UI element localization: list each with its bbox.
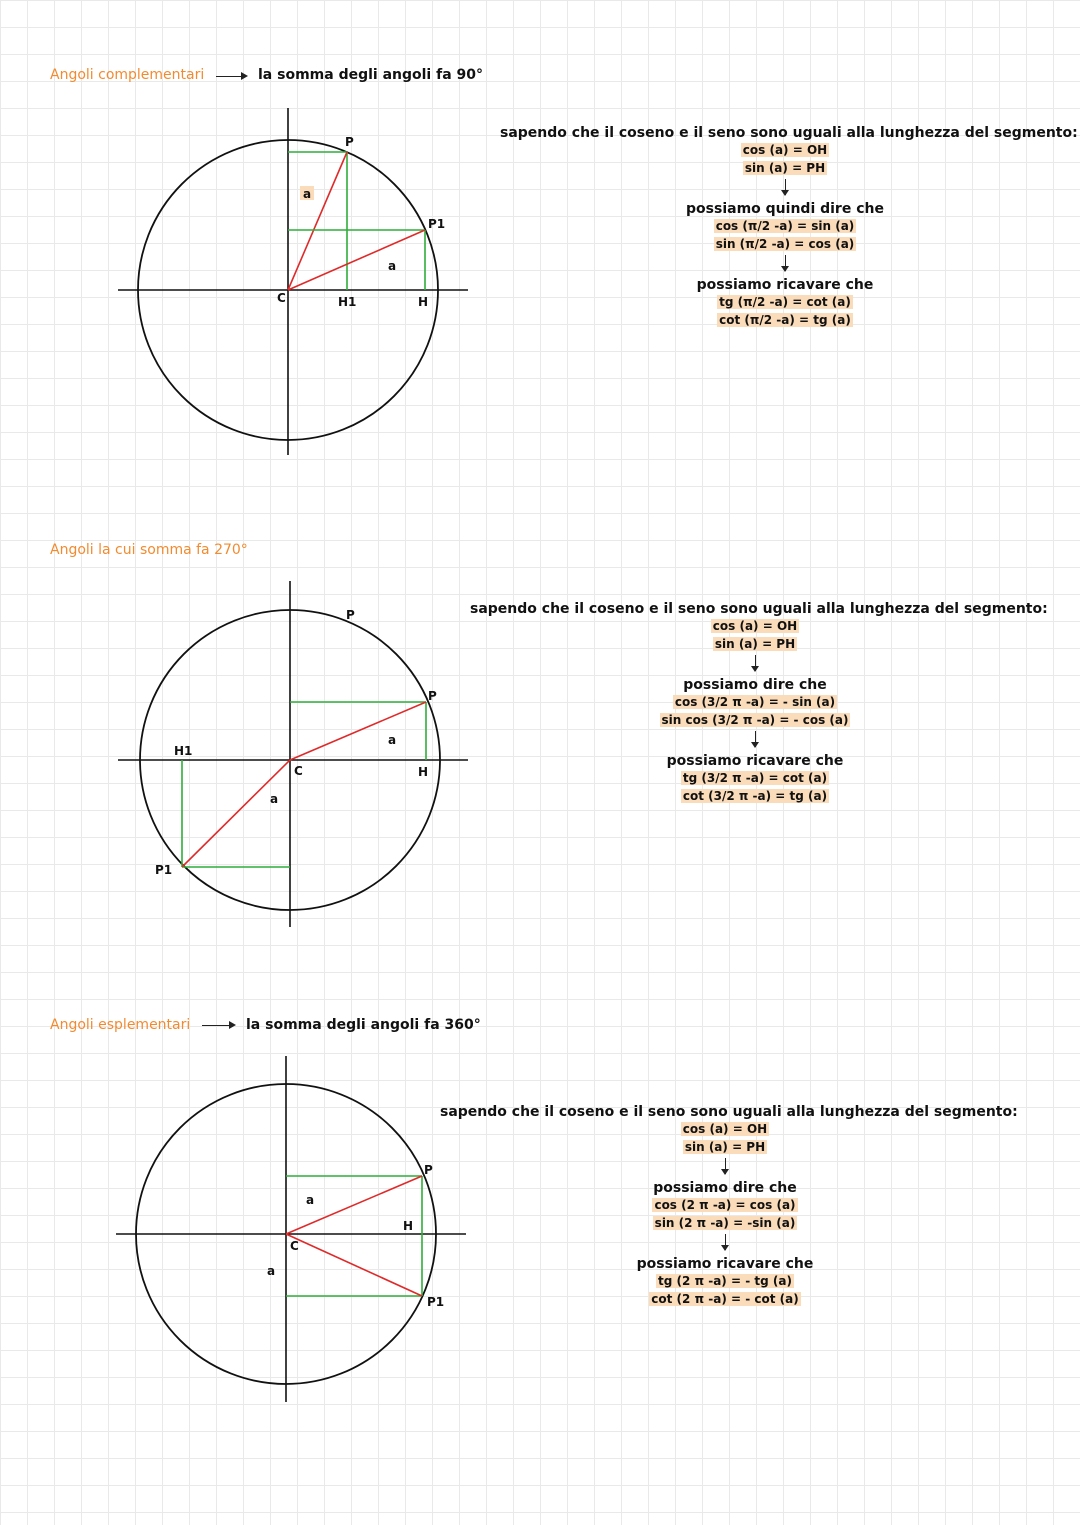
- section-1-notes: [500, 125, 1078, 329]
- point-label-p: P: [345, 135, 354, 149]
- def-sin: sin (a) = PH: [714, 637, 796, 651]
- point-label-p: P: [428, 689, 437, 703]
- point-label-h: H: [418, 765, 429, 779]
- section-3-subtitle: la somma degli angoli fa 360°: [246, 1017, 481, 1033]
- arrow-down: [785, 255, 786, 271]
- notes-intro: sapendo che il coseno e il seno sono uguali alla lunghezza del segmento:: [470, 601, 1048, 617]
- arrow-down: [755, 731, 756, 747]
- notes-intro: sapendo che il coseno e il seno sono uguali alla lunghezza del segmento:: [440, 1104, 1018, 1120]
- radius-p1: [286, 1234, 422, 1296]
- def-cos: cos (a) = OH: [682, 1122, 768, 1136]
- point-label-p1: P1: [428, 217, 446, 231]
- formula-sin: sin (π/2 -a) = cos (a): [715, 237, 855, 251]
- point-label-c: C: [277, 291, 286, 305]
- section-1-heading: Angoli complementari: [50, 67, 205, 83]
- radius-p: [288, 152, 347, 290]
- point-label-p1: P1: [427, 1295, 445, 1309]
- point-label-c: C: [290, 1239, 299, 1253]
- formula-cos: cos (π/2 -a) = sin (a): [715, 219, 855, 233]
- formula-cos: cos (2 π -a) = cos (a): [654, 1198, 796, 1212]
- formula-cot: cot (3/2 π -a) = tg (a): [682, 789, 828, 803]
- arrow-down: [755, 655, 756, 671]
- section-1-arrow: [216, 76, 246, 77]
- section-3-unit-circle-diagram: [110, 1050, 480, 1420]
- radius-p: [290, 702, 426, 760]
- section-2-notes: [470, 601, 1048, 805]
- notes-intro: sapendo che il coseno e il seno sono uguali alla lunghezza del segmento:: [500, 125, 1078, 141]
- formula-cos: cos (3/2 π -a) = - sin (a): [674, 695, 836, 709]
- def-sin: sin (a) = PH: [744, 161, 826, 175]
- lead-1: possiamo dire che: [683, 677, 827, 693]
- lead-1: possiamo dire che: [653, 1180, 797, 1196]
- def-cos: cos (a) = OH: [742, 143, 828, 157]
- def-sin: sin (a) = PH: [684, 1140, 766, 1154]
- angle-label-a-2: a: [270, 792, 279, 806]
- formula-sin: sin cos (3/2 π -a) = - cos (a): [661, 713, 849, 727]
- arrow-down: [725, 1158, 726, 1174]
- point-label-c: C: [294, 764, 303, 778]
- lead-2: possiamo ricavare che: [636, 1256, 814, 1272]
- point-label-p: P: [424, 1163, 433, 1177]
- lead-2: possiamo ricavare che: [666, 753, 844, 769]
- section-1-subtitle: la somma degli angoli fa 90°: [258, 67, 483, 83]
- radius-p1: [182, 760, 290, 867]
- point-label-h: H: [418, 295, 429, 309]
- arrow-down: [725, 1234, 726, 1250]
- lead-1: possiamo quindi dire che: [686, 201, 884, 217]
- section-3-arrow: [202, 1025, 234, 1026]
- section-3-notes: [440, 1104, 1018, 1308]
- angle-label-a-1: a: [306, 1193, 315, 1207]
- angle-label-a-2: a: [388, 259, 397, 273]
- formula-tg: tg (3/2 π -a) = cot (a): [682, 771, 828, 785]
- arrow-down: [785, 179, 786, 195]
- angle-label-a-1: a: [388, 733, 397, 747]
- section-3-heading: Angoli esplementari: [50, 1017, 191, 1033]
- angle-label-a-1: a: [303, 187, 312, 201]
- point-label-p-top: P: [346, 608, 355, 622]
- point-label-h1: H1: [338, 295, 357, 309]
- section-2-heading: Angoli la cui somma fa 270°: [50, 542, 248, 558]
- formula-tg: tg (π/2 -a) = cot (a): [719, 295, 851, 309]
- radius-p1: [288, 230, 425, 290]
- point-label-p1: P1: [155, 863, 173, 877]
- formula-tg: tg (2 π -a) = - tg (a): [658, 1274, 792, 1288]
- point-label-h1: H1: [174, 744, 193, 758]
- formula-cot: cot (2 π -a) = - cot (a): [651, 1292, 799, 1306]
- angle-label-a-2: a: [267, 1264, 276, 1278]
- def-cos: cos (a) = OH: [712, 619, 798, 633]
- point-label-h: H: [403, 1219, 414, 1233]
- lead-2: possiamo ricavare che: [696, 277, 874, 293]
- section-2-unit-circle-diagram: [110, 575, 480, 945]
- formula-cot: cot (π/2 -a) = tg (a): [719, 313, 851, 327]
- formula-sin: sin (2 π -a) = -sin (a): [654, 1216, 796, 1230]
- section-1-unit-circle-diagram: [110, 100, 480, 470]
